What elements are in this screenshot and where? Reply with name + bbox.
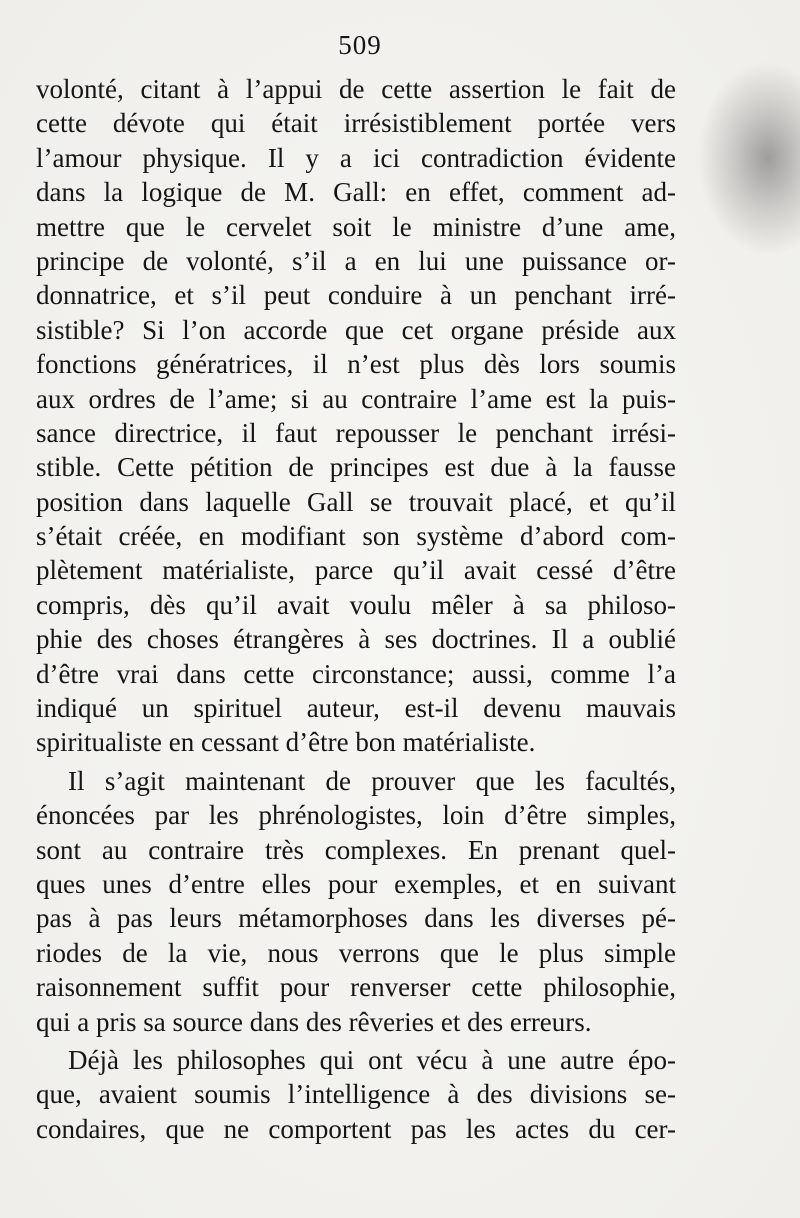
text-line: l’amour physique. Il y a ici contradiction évidente (36, 142, 676, 173)
text-line: Déjà les philosophes qui ont vécu à une autre épo- (68, 1044, 676, 1075)
text-line: donnatrice, et s’il peut conduire à un penchant irré- (36, 280, 676, 311)
text-line: volonté, citant à l’appui de cette assertion le fait de (36, 74, 676, 104)
paragraph-3 (36, 1043, 676, 1146)
body-text (36, 72, 676, 1146)
text-line: fonctions génératrices, il n’est plus dès lors soumis (36, 349, 676, 380)
text-line: mettre que le cervelet soit le ministre d’une ame, (36, 211, 676, 242)
text-line: condaires, que ne comportent pas les actes du cer- (36, 1113, 676, 1144)
text-line: raisonnement suffit pour renverser cette philosophie, (36, 972, 676, 1003)
text-line: sont au contraire très complexes. En prenant quel- (36, 834, 676, 865)
text-line: d’être vrai dans cette circonstance; aussi, comme l’a (36, 658, 676, 689)
text-line: ques unes d’entre elles pour exemples, et en suivant (36, 868, 676, 899)
text-line: phie des choses étrangères à ses doctrines. Il a oublié (36, 624, 676, 655)
text-line: riodes de la vie, nous verrons que le plus simple (36, 937, 676, 968)
text-line: Il s’agit maintenant de prouver que les facultés, (68, 765, 676, 796)
text-line: principe de volonté, s’il a en lui une puissance or- (36, 245, 676, 276)
text-line: dans la logique de M. Gall: en effet, comment ad- (36, 177, 676, 208)
text-line: compris, dès qu’il avait voulu mêler à sa philoso- (36, 589, 676, 620)
text-line: s’était créée, en modifiant son système d’abord com- (36, 521, 676, 552)
text-line: indiqué un spirituel auteur, est-il devenu mauvais (36, 693, 676, 724)
text-line: énoncées par les phrénologistes, loin d’être simples, (36, 800, 676, 831)
paragraph-1 (36, 72, 676, 760)
text-line: qui a pris sa source dans des rêveries et des erreurs. (36, 1006, 592, 1037)
text-line: sance directrice, il faut repousser le penchant irrési- (36, 417, 676, 448)
text-line: position dans laquelle Gall se trouvait placé, et qu’il (36, 486, 676, 517)
text-line: spiritualiste en cessant d’être bon matérialiste. (36, 727, 536, 758)
text-line: aux ordres de l’ame; si au contraire l’ame est la puis- (36, 383, 676, 414)
text-line: pas à pas leurs métamorphoses dans les diverses pé- (36, 903, 676, 934)
page-number: 509 (338, 30, 382, 60)
paragraph-2 (36, 764, 676, 1039)
text-line: sistible? Si l’on accorde que cet organe préside aux (36, 314, 676, 345)
text-line: que, avaient soumis l’intelligence à des divisions se- (36, 1079, 676, 1110)
text-line: stible. Cette pétition de principes est due à la fausse (36, 452, 676, 483)
text-line: plètement matérialiste, parce qu’il avait cessé d’être (36, 555, 676, 586)
text-line: cette dévote qui était irrésistiblement portée vers (36, 108, 676, 139)
